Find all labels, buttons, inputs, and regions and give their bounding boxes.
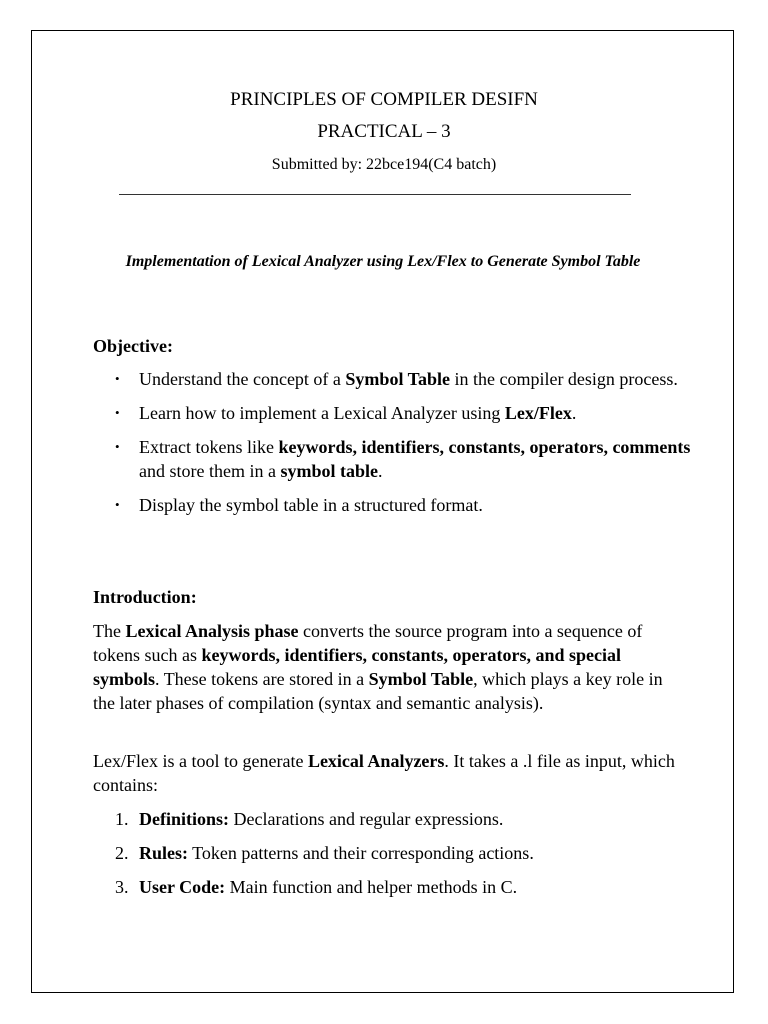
para-bold: Lexical Analyzers — [307, 751, 445, 771]
item-number: 1. — [115, 809, 129, 829]
para-text: Lex/Flex is a tool to generate — [93, 751, 308, 771]
item-text: Declarations and regular expressions. — [229, 809, 504, 829]
item-number: 2. — [115, 843, 129, 863]
item-text: Display the symbol table in a structured format. — [139, 495, 483, 515]
para-text: . These tokens are stored in a — [155, 669, 369, 689]
item-number: 3. — [115, 877, 129, 897]
item-text: Main function and helper methods in C. — [225, 877, 518, 897]
bullet-icon: • — [115, 405, 120, 420]
introduction-paragraph-1 — [93, 619, 683, 715]
bullet-icon: • — [115, 497, 120, 512]
list-item — [93, 401, 693, 425]
list-item — [93, 435, 693, 483]
item-bold: keywords, identifiers, constants, operators, comments — [278, 437, 691, 457]
item-label: User Code: — [139, 877, 226, 897]
practical-subtitle: Implementation of Lexical Analyzer using Lex/Flex to Generate Symbol Table — [125, 253, 641, 270]
list-item — [93, 493, 693, 517]
list-item — [93, 367, 693, 391]
para-text: . It takes a .l file as input, which contains: — [93, 751, 675, 795]
para-bold: Symbol Table — [368, 669, 474, 689]
item-text: and store them in a — [139, 461, 281, 481]
item-bold: symbol table — [280, 461, 378, 481]
header-divider — [119, 194, 631, 195]
document-title: PRINCIPLES OF COMPILER DESIFN — [230, 89, 538, 110]
item-text: Token patterns and their corresponding actions. — [188, 843, 534, 863]
introduction-heading: Introduction: — [93, 587, 197, 607]
lex-file-sections-list — [93, 807, 693, 909]
submitted-by: Submitted by: 22bce194(C4 batch) — [271, 156, 497, 173]
item-text: . — [377, 461, 383, 481]
para-bold: Lexical Analysis phase — [125, 621, 299, 641]
bullet-icon: • — [115, 371, 120, 386]
practical-number: PRACTICAL – 3 — [317, 121, 451, 142]
item-text: Understand the concept of a — [139, 369, 346, 389]
list-item — [93, 841, 693, 865]
introduction-paragraph-2 — [93, 749, 683, 797]
item-text: Extract tokens like — [139, 437, 279, 457]
para-text: The — [93, 621, 126, 641]
para-text: , which plays a key role in the later phases of compilation (syntax and semantic analysis). — [93, 669, 663, 713]
item-label: Definitions: — [139, 809, 229, 829]
para-bold: keywords, identifiers, constants, operators, and special symbols — [93, 645, 621, 689]
list-item — [93, 875, 693, 899]
item-bold: Symbol Table — [345, 369, 450, 389]
list-item — [93, 807, 693, 831]
item-label: Rules: — [139, 843, 188, 863]
para-text: converts the source program into a sequence of tokens such as — [93, 621, 643, 665]
item-text: Learn how to implement a Lexical Analyzer using — [139, 403, 505, 423]
item-bold: Lex/Flex — [504, 403, 572, 423]
objective-list — [93, 367, 693, 527]
bullet-icon: • — [115, 439, 120, 454]
objective-heading: Objective: — [93, 336, 173, 356]
item-text: . — [571, 403, 577, 423]
item-text: in the compiler design process. — [449, 369, 678, 389]
